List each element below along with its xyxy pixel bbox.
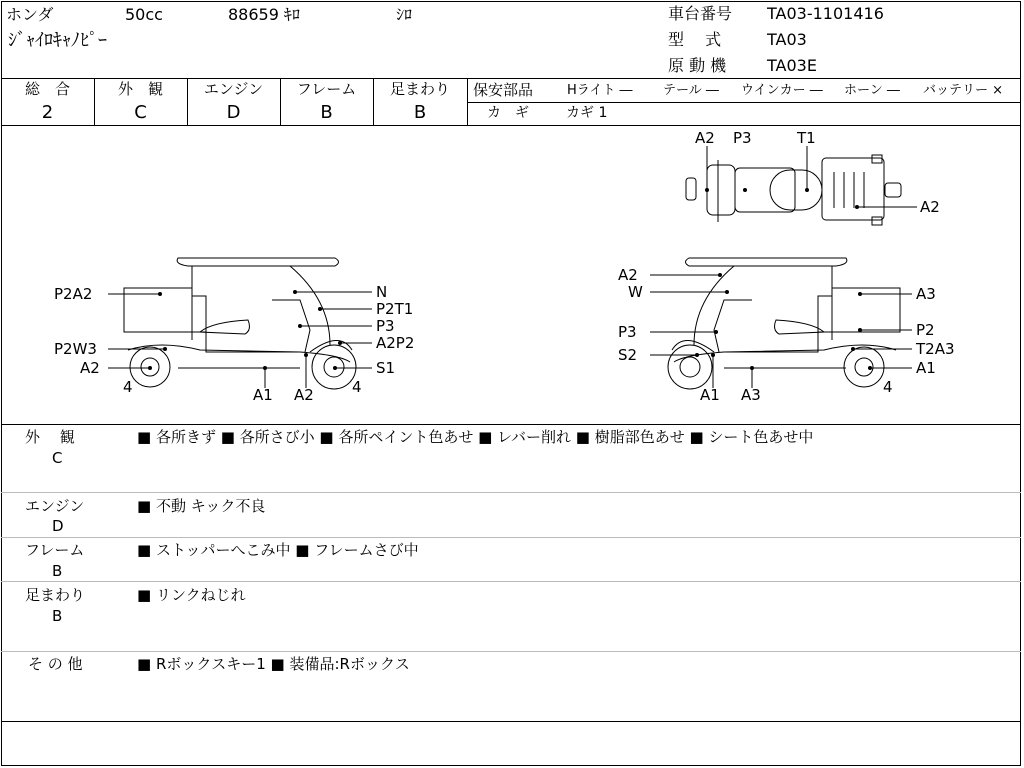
diagram-label: A2 — [80, 359, 100, 377]
diagram-label: A1 — [916, 359, 936, 377]
grade-frame-label: フレーム — [296, 80, 357, 98]
safety-label: 保安部品 — [473, 81, 534, 99]
safety-taillight: テール ― — [663, 83, 719, 98]
diagram-label: P3 — [733, 129, 752, 147]
safety-battery: バッテリー × — [923, 83, 1004, 98]
grade-suspension-value: B — [413, 102, 427, 123]
maker: ホンダ — [6, 5, 54, 24]
diagram-label: 4 — [883, 378, 893, 396]
divider — [1, 492, 1021, 493]
remark-suspension-grade: B — [52, 607, 63, 625]
diagram-label: P2T1 — [376, 300, 414, 318]
diagram-label: A3 — [916, 285, 936, 303]
diagram-label: P3 — [376, 317, 395, 335]
diagram-label: A2 — [618, 266, 638, 284]
remark-other-label: そ の 他 — [28, 655, 83, 673]
remark-engine-grade: D — [52, 517, 64, 535]
remark-suspension-text: ■ リンクねじれ — [137, 586, 246, 604]
diagram-label: S2 — [618, 346, 638, 364]
diagram-label: 4 — [123, 378, 133, 396]
divider — [467, 78, 468, 125]
right-side-scooter — [668, 258, 900, 389]
divider — [1, 651, 1021, 652]
remark-exterior-grade: C — [52, 449, 63, 467]
divider — [1, 581, 1021, 582]
divider — [1, 537, 1021, 538]
remark-engine-label: エンジン — [25, 497, 85, 515]
diagram-label: T2A3 — [916, 340, 955, 358]
displacement: 50cc — [125, 5, 163, 24]
grade-overall-value: 2 — [41, 102, 54, 123]
chassis-label: 車台番号 — [668, 4, 733, 23]
grade-engine-label: エンジン — [203, 80, 264, 98]
divider — [1, 78, 1021, 79]
color: ｼﾛ — [396, 5, 413, 24]
safety-horn: ホーン ― — [844, 83, 900, 98]
left-side-scooter — [124, 258, 356, 389]
key-value: カギ 1 — [566, 105, 608, 121]
safety-headlight: Hライト ― — [567, 83, 633, 98]
safety-winker: ウインカー ― — [741, 83, 823, 98]
diagram-label: A2P2 — [376, 334, 415, 352]
chassis-value: TA03-1101416 — [767, 4, 884, 23]
engine-value: TA03E — [767, 56, 817, 75]
diagram-label: A1 — [253, 386, 273, 404]
remark-frame-label: フレーム — [25, 541, 85, 559]
diagram-label: T1 — [797, 129, 816, 147]
key-label: カ ギ — [487, 105, 529, 121]
diagram-label: A2 — [920, 198, 940, 216]
diagram-label: A2 — [695, 129, 715, 147]
remark-frame-text: ■ ストッパーへこみ中 ■ フレームさび中 — [137, 541, 419, 559]
remark-frame-grade: B — [52, 562, 63, 580]
remark-suspension-label: 足まわり — [25, 586, 86, 604]
grade-suspension-label: 足まわり — [389, 80, 450, 98]
remark-engine-text: ■ 不動 キック不良 — [137, 497, 266, 515]
diagram-label: P2W3 — [54, 340, 97, 358]
diagram-label: P3 — [618, 323, 637, 341]
grade-frame-value: B — [320, 102, 333, 123]
grade-exterior-label: 外 観 — [117, 80, 163, 98]
remark-other-text: ■ Rボックスキー1 ■ 装備品:Rボックス — [137, 655, 410, 673]
divider — [1, 721, 1021, 722]
model-name: ｼﾞｬｲﾛｷｬﾉﾋﾟｰ — [8, 30, 107, 51]
diagram-label: A2 — [294, 386, 314, 404]
top-view-scooter — [686, 155, 901, 225]
diagram-label: P2A2 — [54, 285, 93, 303]
remark-exterior-label: 外 観 — [25, 428, 75, 446]
divider — [1, 424, 1021, 425]
engine-label: 原 動 機 — [668, 56, 727, 75]
grade-overall-label: 総 合 — [24, 80, 70, 98]
diagram-label: 4 — [352, 378, 362, 396]
diagram-label: A1 — [700, 386, 720, 404]
diagram-label: S1 — [376, 359, 396, 377]
diagram-label: A3 — [741, 386, 761, 404]
diagram-label: P2 — [916, 321, 935, 339]
divider — [467, 102, 1021, 103]
remark-exterior-text: ■ 各所きず ■ 各所さび小 ■ 各所ペイント色あせ ■ レバー削れ ■ 樹脂部色あせ ■ シート色あせ中 — [137, 428, 814, 446]
type-value: TA03 — [767, 30, 807, 49]
grade-engine-value: D — [226, 102, 241, 123]
diagram-label: N — [376, 283, 388, 301]
type-label: 型 式 — [668, 30, 722, 49]
mileage: 88659 ｷﾛ — [228, 5, 300, 24]
damage-diagram — [0, 126, 1024, 424]
grade-exterior-value: C — [134, 102, 147, 123]
diagram-label: W — [628, 283, 643, 301]
